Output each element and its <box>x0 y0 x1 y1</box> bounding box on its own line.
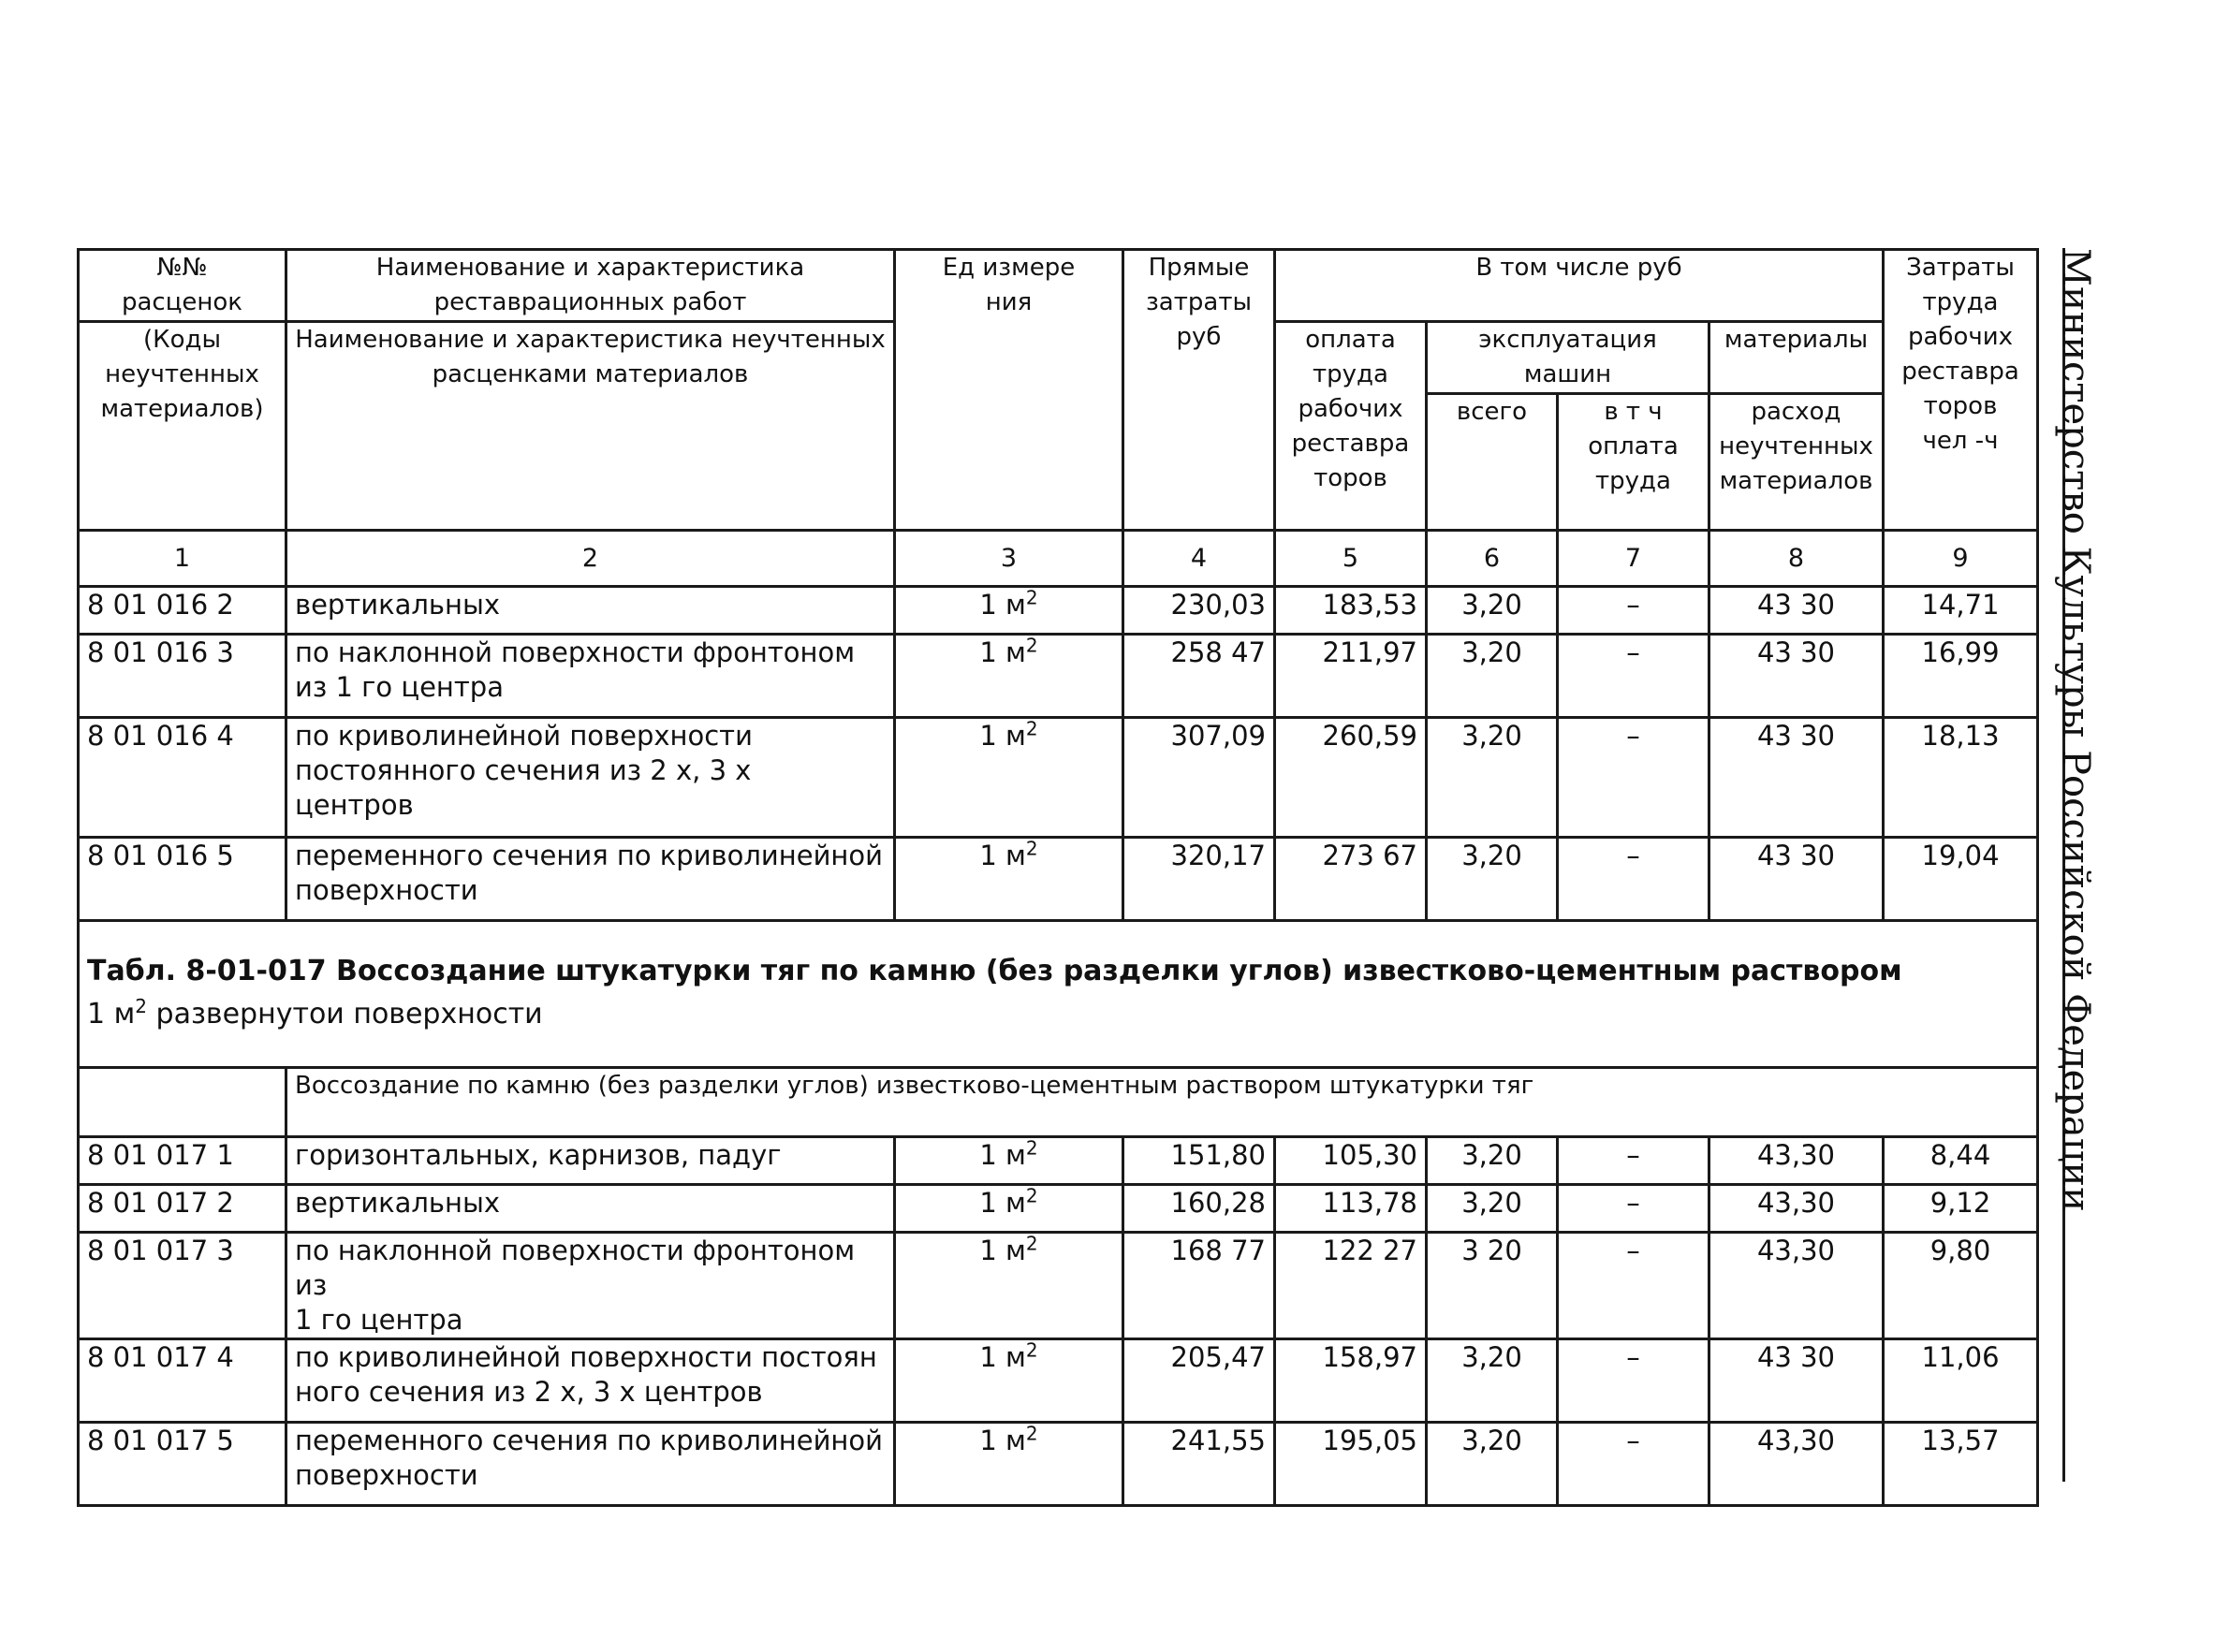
name-line: вертикальных <box>295 589 501 621</box>
header-text: (Коды <box>142 326 221 354</box>
cell-unit <box>895 1339 1123 1423</box>
column-number: 5 <box>1275 531 1427 587</box>
cell-machines-labor: – <box>1558 635 1709 718</box>
header-including-group <box>1275 250 1884 322</box>
cell-labor-hours: 18,13 <box>1884 718 2038 838</box>
header-text: реставрационных работ <box>433 288 747 316</box>
cell-unit <box>895 838 1123 921</box>
header-text: материалов <box>1719 467 1873 495</box>
table-row <box>79 1423 2038 1506</box>
header-text: рабочих <box>1908 323 2014 351</box>
subheader-text: Воссоздание по камню (без разделки углов) известково-цементным раствором штукатурки тяг <box>286 1068 2038 1137</box>
cell-labor-pay: 105,30 <box>1275 1137 1427 1185</box>
name-line: центров <box>295 789 414 821</box>
cell-direct-costs: 205,47 <box>1123 1339 1275 1423</box>
header-text: рабочих <box>1298 395 1403 423</box>
cell-labor-hours: 19,04 <box>1884 838 2038 921</box>
header-text: в т ч <box>1604 398 1663 426</box>
cell-machines-total: 3,20 <box>1427 1339 1558 1423</box>
cell-code: 8 01 016 3 <box>79 635 286 718</box>
cell-code: 8 01 017 4 <box>79 1339 286 1423</box>
section-row <box>79 921 2038 1068</box>
unit-superscript: 2 <box>1025 1232 1038 1255</box>
header-materials <box>1709 322 1884 394</box>
unit-superscript: 2 <box>1025 1136 1038 1160</box>
header-material-codes <box>79 322 286 531</box>
header-text: руб <box>1176 323 1222 351</box>
column-number: 7 <box>1558 531 1709 587</box>
header-text: Ед измере <box>942 254 1076 282</box>
header-rate-number <box>79 250 286 322</box>
header-text: труда <box>1313 360 1388 388</box>
cell-materials: 43 30 <box>1709 587 1884 635</box>
cell-labor-hours: 13,57 <box>1884 1423 2038 1506</box>
header-text: Наименование и характеристика <box>375 254 805 282</box>
unit-text: 1 м <box>979 840 1026 871</box>
cell-name <box>286 635 895 718</box>
unit-text: 1 м <box>979 720 1026 752</box>
header-row-1 <box>79 250 2038 322</box>
cell-machines-labor: – <box>1558 1339 1709 1423</box>
cell-name <box>286 838 895 921</box>
subheader-empty-cell <box>79 1068 286 1137</box>
name-line: поверхности <box>295 874 478 906</box>
section-title: Табл. 8-01-017 Воссоздание штукатурки тяг по камню (без разделки углов) известково-цементным раствором <box>87 955 1902 987</box>
unit-text: 1 м <box>979 1341 1026 1373</box>
cell-direct-costs: 160,28 <box>1123 1185 1275 1233</box>
cell-code: 8 01 017 1 <box>79 1137 286 1185</box>
header-text: труда <box>1595 467 1671 495</box>
column-numbers-row <box>79 531 2038 587</box>
cell-machines-total: 3,20 <box>1427 718 1558 838</box>
cell-labor-hours: 8,44 <box>1884 1137 2038 1185</box>
header-text: В том числе руб <box>1475 254 1682 282</box>
header-material-names <box>286 322 895 531</box>
cell-labor-hours: 14,71 <box>1884 587 2038 635</box>
header-text: материалы <box>1724 326 1869 354</box>
header-direct-costs <box>1123 250 1275 531</box>
header-text: всего <box>1456 398 1528 426</box>
cell-machines-labor: – <box>1558 1185 1709 1233</box>
table-row <box>79 1339 2038 1423</box>
subheader-row <box>79 1068 2038 1137</box>
cell-code: 8 01 017 3 <box>79 1233 286 1339</box>
name-line: по наклонной поверхности фронтоном <box>295 636 856 668</box>
name-line: по криволинейной поверхности <box>295 720 753 752</box>
cell-machines-labor: – <box>1558 1137 1709 1185</box>
unit-superscript: 2 <box>1025 634 1038 657</box>
cell-materials: 43,30 <box>1709 1423 1884 1506</box>
table-row <box>79 1233 2038 1339</box>
section-unit-suffix: развернутои поверхности <box>147 998 543 1031</box>
cell-name <box>286 1137 895 1185</box>
cell-machines-total: 3,20 <box>1427 1185 1558 1233</box>
header-text: торов <box>1923 392 1998 420</box>
unit-superscript: 2 <box>1025 837 1038 860</box>
cell-materials: 43 30 <box>1709 635 1884 718</box>
name-line: постоянного сечения из 2 х, 3 х <box>295 754 752 786</box>
unit-superscript: 2 <box>1025 1338 1038 1362</box>
cell-unit <box>895 1423 1123 1506</box>
header-text: Затраты <box>1906 254 2015 282</box>
cell-labor-pay: 260,59 <box>1275 718 1427 838</box>
cell-machines-total: 3,20 <box>1427 838 1558 921</box>
cell-labor-pay: 183,53 <box>1275 587 1427 635</box>
cell-materials: 43,30 <box>1709 1137 1884 1185</box>
cell-labor-hours: 9,12 <box>1884 1185 2038 1233</box>
estimate-table <box>77 248 2039 1507</box>
table-row <box>79 587 2038 635</box>
header-text: расценками материалов <box>432 360 749 388</box>
cell-direct-costs: 307,09 <box>1123 718 1275 838</box>
unit-text: 1 м <box>979 589 1026 621</box>
header-text: реставра <box>1901 358 2019 386</box>
cell-materials: 43 30 <box>1709 718 1884 838</box>
unit-text: 1 м <box>979 1187 1026 1219</box>
unit-text: 1 м <box>979 1235 1026 1266</box>
cell-labor-pay: 211,97 <box>1275 635 1427 718</box>
header-text: неучтенных <box>1719 432 1873 461</box>
column-number: 8 <box>1709 531 1884 587</box>
cell-materials: 43,30 <box>1709 1233 1884 1339</box>
table-row <box>79 1137 2038 1185</box>
header-text: неучтенных <box>105 360 259 388</box>
unit-text: 1 м <box>979 1425 1026 1456</box>
table-row <box>79 838 2038 921</box>
header-text: расход <box>1751 398 1841 426</box>
unit-superscript: 2 <box>1025 1422 1038 1445</box>
cell-machines-total: 3,20 <box>1427 587 1558 635</box>
name-line: горизонтальных, карнизов, падуг <box>295 1139 782 1171</box>
cell-unit <box>895 587 1123 635</box>
header-unit <box>895 250 1123 531</box>
section-heading <box>79 921 2038 1068</box>
cell-machines-total: 3,20 <box>1427 1423 1558 1506</box>
table-row <box>79 718 2038 838</box>
header-text: Наименование и характеристика неучтенных <box>295 326 886 354</box>
header-text: труда <box>1922 288 1999 316</box>
cell-direct-costs: 320,17 <box>1123 838 1275 921</box>
section-unit-prefix: 1 м <box>87 998 136 1031</box>
unit-text: 1 м <box>979 1139 1026 1171</box>
header-text: реставра <box>1291 430 1410 458</box>
cell-labor-pay: 273 67 <box>1275 838 1427 921</box>
name-line: вертикальных <box>295 1187 501 1219</box>
cell-name <box>286 1185 895 1233</box>
cell-name <box>286 587 895 635</box>
cell-unit <box>895 1185 1123 1233</box>
cell-direct-costs: 258 47 <box>1123 635 1275 718</box>
cell-machines-total: 3 20 <box>1427 1233 1558 1339</box>
unit-superscript: 2 <box>1025 1184 1038 1207</box>
header-labor-pay <box>1275 322 1427 531</box>
cell-code: 8 01 016 4 <box>79 718 286 838</box>
name-line: 1 го центра <box>295 1304 463 1336</box>
cell-machines-total: 3,20 <box>1427 1137 1558 1185</box>
cell-direct-costs: 230,03 <box>1123 587 1275 635</box>
cell-unit <box>895 1137 1123 1185</box>
header-machines-labor <box>1558 394 1709 531</box>
cell-direct-costs: 151,80 <box>1123 1137 1275 1185</box>
header-labor-hours <box>1884 250 2038 531</box>
section-unit-superscript: 2 <box>135 995 147 1017</box>
side-title-text: Министерство Культуры Российской Федерации <box>2054 248 2097 1212</box>
header-text: торов <box>1313 464 1387 492</box>
cell-code: 8 01 017 2 <box>79 1185 286 1233</box>
column-number: 3 <box>895 531 1123 587</box>
cell-machines-labor: – <box>1558 1423 1709 1506</box>
cell-labor-hours: 9,80 <box>1884 1233 2038 1339</box>
cell-machines-total: 3,20 <box>1427 635 1558 718</box>
header-machines <box>1427 322 1709 394</box>
cell-materials: 43 30 <box>1709 1339 1884 1423</box>
header-text: оплата <box>1305 326 1396 354</box>
column-number: 6 <box>1427 531 1558 587</box>
cell-code: 8 01 016 5 <box>79 838 286 921</box>
side-title <box>2052 248 2108 1212</box>
cell-unit <box>895 1233 1123 1339</box>
cell-labor-pay: 195,05 <box>1275 1423 1427 1506</box>
header-materials-consumption <box>1709 394 1884 531</box>
section-spacer <box>87 922 2029 950</box>
cell-unit <box>895 635 1123 718</box>
name-line: переменного сечения по криволинейной <box>295 840 883 871</box>
cell-labor-pay: 113,78 <box>1275 1185 1427 1233</box>
header-text: чел -ч <box>1922 427 1999 455</box>
table-body <box>79 250 2038 1506</box>
cell-materials: 43,30 <box>1709 1185 1884 1233</box>
cell-labor-hours: 11,06 <box>1884 1339 2038 1423</box>
header-text: эксплуатация машин <box>1478 326 1657 388</box>
cell-code: 8 01 016 2 <box>79 587 286 635</box>
cell-name <box>286 718 895 838</box>
name-line: по наклонной поверхности фронтоном из <box>295 1235 856 1301</box>
cell-direct-costs: 241,55 <box>1123 1423 1275 1506</box>
cell-machines-labor: – <box>1558 718 1709 838</box>
header-text: расценок <box>121 288 243 316</box>
column-number: 2 <box>286 531 895 587</box>
table-row <box>79 635 2038 718</box>
unit-superscript: 2 <box>1025 586 1038 609</box>
name-line: по криволинейной поверхности постоян <box>295 1341 877 1373</box>
column-number: 9 <box>1884 531 2038 587</box>
column-number: 4 <box>1123 531 1275 587</box>
header-text: материалов) <box>100 395 264 423</box>
name-line: из 1 го центра <box>295 671 504 703</box>
name-line: ного сечения из 2 х, 3 х центров <box>295 1376 763 1408</box>
section-unit <box>87 993 2029 1036</box>
cell-name <box>286 1233 895 1339</box>
header-text: оплата <box>1588 432 1679 461</box>
cell-machines-labor: – <box>1558 587 1709 635</box>
header-text: №№ <box>156 254 208 282</box>
header-text: ния <box>985 288 1033 316</box>
header-text: затраты <box>1145 288 1252 316</box>
cell-labor-pay: 158,97 <box>1275 1339 1427 1423</box>
cell-materials: 43 30 <box>1709 838 1884 921</box>
cell-machines-labor: – <box>1558 1233 1709 1339</box>
unit-superscript: 2 <box>1025 717 1038 740</box>
cell-labor-hours: 16,99 <box>1884 635 2038 718</box>
name-line: поверхности <box>295 1459 478 1491</box>
header-machines-total <box>1427 394 1558 531</box>
name-line: переменного сечения по криволинейной <box>295 1425 883 1456</box>
cell-unit <box>895 718 1123 838</box>
cell-name <box>286 1339 895 1423</box>
table-row <box>79 1185 2038 1233</box>
cell-direct-costs: 168 77 <box>1123 1233 1275 1339</box>
cell-machines-labor: – <box>1558 838 1709 921</box>
unit-text: 1 м <box>979 636 1026 668</box>
header-text: Прямые <box>1148 254 1250 282</box>
cell-name <box>286 1423 895 1506</box>
column-number: 1 <box>79 531 286 587</box>
header-work-name <box>286 250 895 322</box>
cell-labor-pay: 122 27 <box>1275 1233 1427 1339</box>
cell-code: 8 01 017 5 <box>79 1423 286 1506</box>
